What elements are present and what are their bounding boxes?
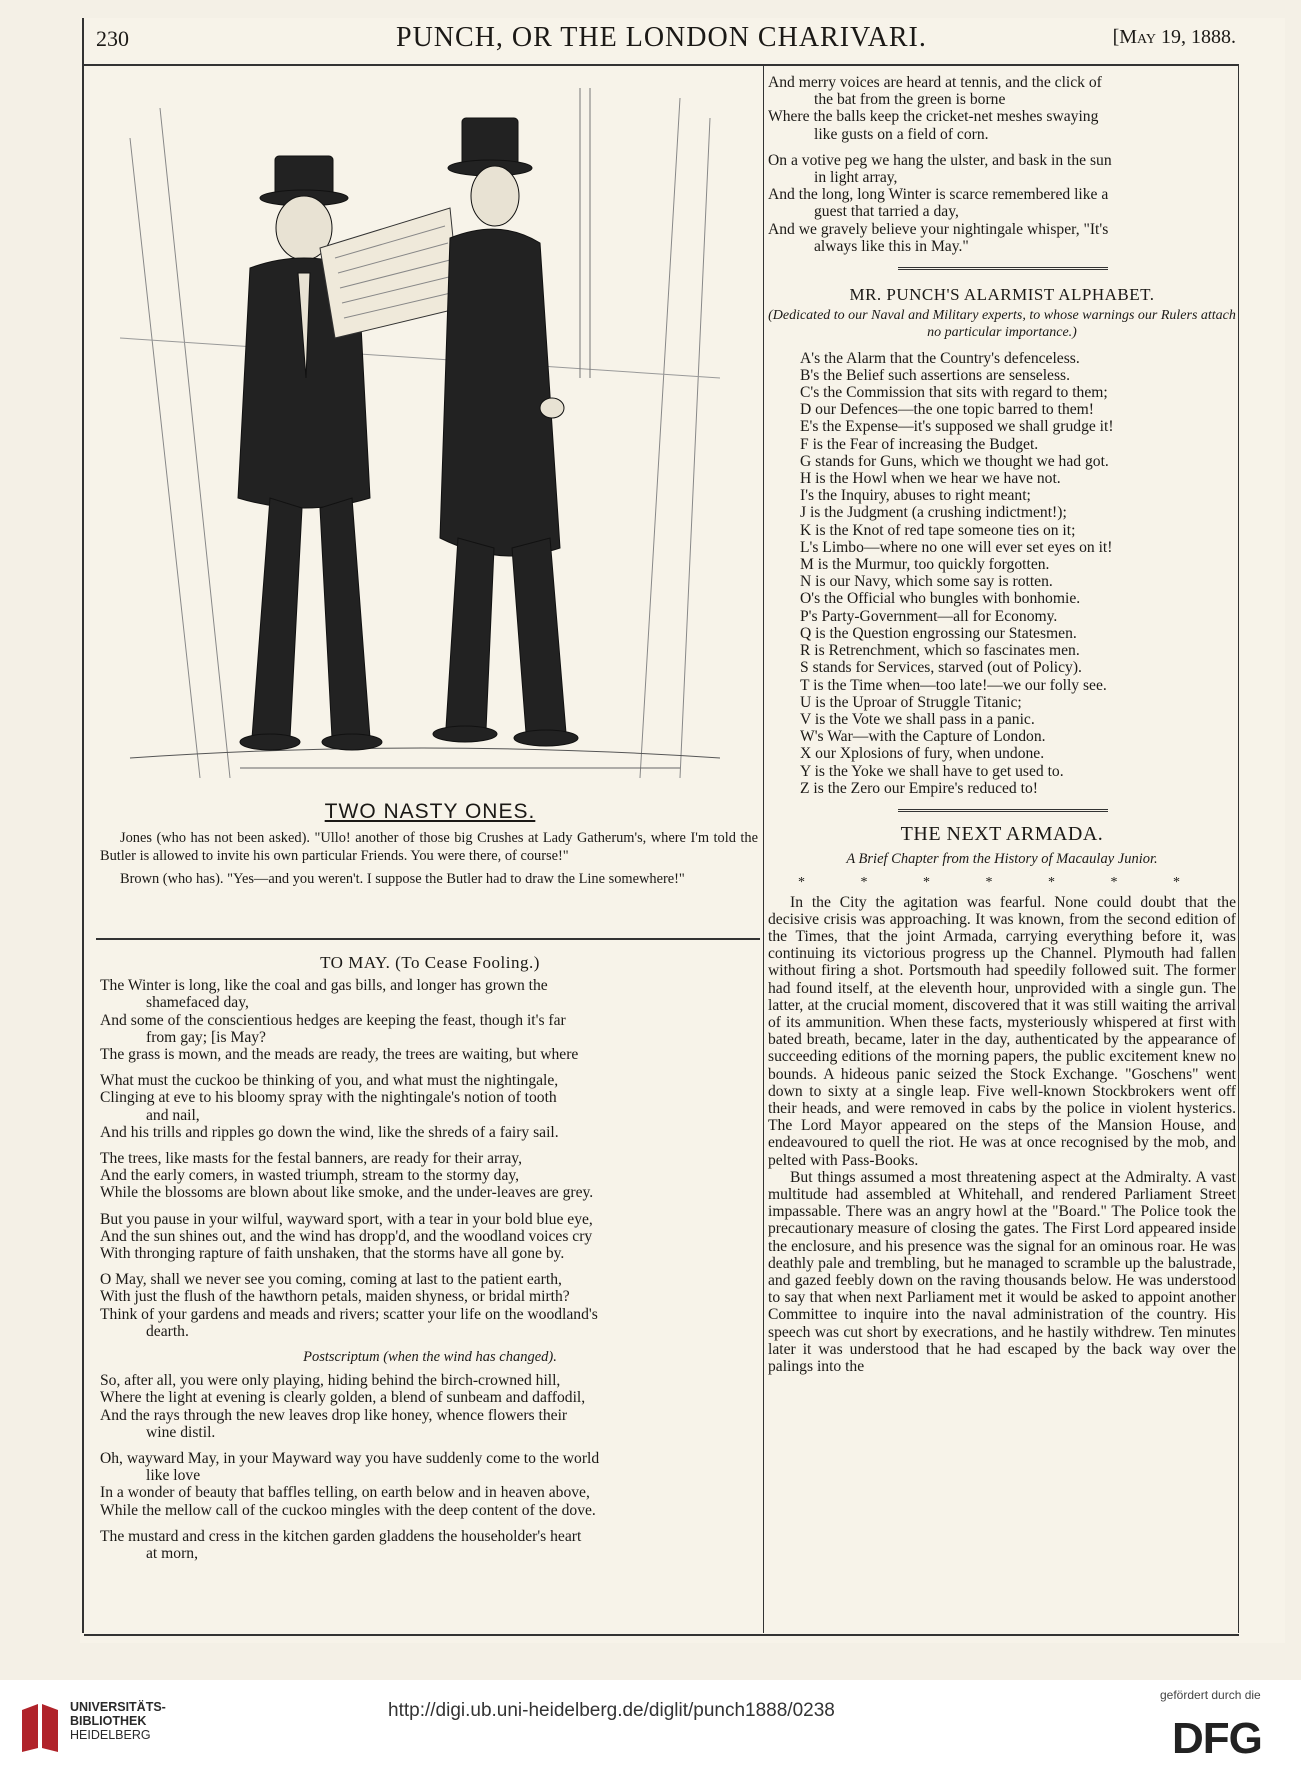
poem-line: The Winter is long, like the coal and gas bills, and longer has grown the xyxy=(100,977,548,995)
alphabet-line: K is the Knot of red tape someone ties on it; xyxy=(800,521,1076,539)
alphabet-dedication: (Dedicated to our Naval and Military experts, to whose warnings our Rulers attach no particular importance.) xyxy=(768,308,1236,341)
poem-line: With thronging rapture of faith unshaken, that the storms have all gone by. xyxy=(100,1245,565,1263)
left-border-rule xyxy=(82,18,84,1633)
alphabet-line: U is the Uproar of Struggle Titanic; xyxy=(800,693,1022,711)
permalink-url[interactable]: http://digi.ub.uni-heidelberg.de/diglit/punch1888/0238 xyxy=(388,1700,835,1721)
funding-note: gefördert durch die xyxy=(1160,1688,1261,1702)
poem-line: On a votive peg we hang the ulster, and bask in the sun xyxy=(768,151,1112,169)
alphabet-line: D our Defences—the one topic barred to them! xyxy=(800,401,1095,419)
poem-line: And some of the conscientious hedges are keeping the feast, though it's far xyxy=(100,1011,566,1029)
poem-line: And the early comers, in wasted triumph, stream to the stormy day, xyxy=(100,1167,520,1185)
library-name-line2: BIBLIOTHEK xyxy=(70,1714,147,1728)
alphabet-title: MR. PUNCH'S ALARMIST ALPHABET. xyxy=(849,285,1155,305)
poem-line: O May, shall we never see you coming, coming at last to the patient earth, xyxy=(100,1271,562,1289)
cartoon-illustration xyxy=(120,78,720,798)
alphabet-line: F is the Fear of increasing the Budget. xyxy=(800,435,1039,453)
poem-line: And we gravely believe your nightingale whisper, "It's xyxy=(768,220,1109,238)
poem-line: Think of your gardens and meads and rivers; scatter your life on the woodland's xyxy=(100,1305,598,1323)
caption-rule xyxy=(96,938,760,940)
library-logo-icon xyxy=(18,1702,62,1754)
library-name xyxy=(70,1700,166,1742)
cartoon-title: TWO NASTY ONES. xyxy=(324,800,536,823)
alphabet-line: O's the Official who bungles with bonhomie. xyxy=(800,590,1081,608)
alphabet-line: W's War—with the Capture of London. xyxy=(800,728,1046,746)
alphabet-line: V is the Vote we shall pass in a panic. xyxy=(800,710,1035,728)
stanza xyxy=(100,1150,760,1202)
poem-line: like love xyxy=(146,1467,201,1485)
poem-line: The grass is mown, and the meads are ready, the trees are waiting, but where xyxy=(100,1046,579,1064)
poem-line: Oh, wayward May, in your Mayward way you have suddenly come to the world xyxy=(100,1450,600,1468)
newspaper xyxy=(320,208,460,338)
alphabet-line: I's the Inquiry, abuses to right meant; xyxy=(800,487,1031,505)
poem-line: While the blossoms are blown about like smoke, and the under-leaves are grey. xyxy=(100,1184,594,1202)
alphabet-lines xyxy=(768,350,1236,797)
poem-line: And merry voices are heard at tennis, and the click of xyxy=(768,74,1102,91)
poem-line: The trees, like masts for the festal banners, are ready for their array, xyxy=(100,1150,522,1168)
bottom-rule xyxy=(84,1634,1239,1636)
digitization-footer xyxy=(0,1680,1301,1777)
armada-para-1: In the City the agitation was fearful. None could doubt that the decisive crisis was approaching. It was known, from the second edition of the Times, that the joint Armada, carrying everything before it, was continuing its victorious progress up the Channel. Plymouth had fallen without firing a shot. Portsmouth had speedily followed suit. The former had found itself, at the eleventh hour, unprovided with a single gun. The latter, at the crucial moment, discovered that it was still waiting the arrival of its ammunition. When these facts, mysteriously whispered at first with bated breath, became, later in the day, authenticated by the appearance of succeeding editions of the morning papers, the public excitement knew no bounds. A hideous panic seized the Stock Exchange. "Goschens" went down to sixty at a single leap. Five well-known Stockbrokers went off their heads, and were removed in cabs by the police in violent hysterics. The Lord Mayor appeared on the steps of the Mansion House, and endeavoured to quell the riot. He was at once recognised by the mob, and pelted with Pass-Books. xyxy=(768,893,1236,1169)
poem-line: dearth. xyxy=(146,1322,189,1340)
poem-line: But you pause in your wilful, wayward sport, with a tear in your bold blue eye, xyxy=(100,1210,593,1228)
poem-line: from gay; [is May? xyxy=(146,1028,266,1046)
issue-date: [May 19, 1888. xyxy=(1112,26,1236,48)
column-divider xyxy=(763,66,764,1633)
poem-line: in light array, xyxy=(814,169,898,187)
stanza xyxy=(768,74,1236,143)
postscript-title: Postscriptum (when the wind has changed). xyxy=(303,1349,557,1366)
poem-line: Clinging at eve to his bloomy spray with the nightingale's notion of tooth xyxy=(100,1089,557,1107)
poem-line: shamefaced day, xyxy=(146,994,249,1012)
poem-line: And the sun shines out, and the wind has dropp'd, and the woodland voices cry xyxy=(100,1227,593,1245)
alphabet-line: Y is the Yoke we shall have to get used to. xyxy=(800,762,1064,780)
alphabet-line: S stands for Services, starved (out of Policy). xyxy=(800,659,1082,677)
alphabet-line: R is Retrenchment, which so fascinates men. xyxy=(800,642,1080,660)
alphabet-line: N is our Navy, which some say is rotten. xyxy=(800,573,1053,591)
poem-line: Where the balls keep the cricket-net meshes swaying xyxy=(768,108,1099,126)
alphabet-line: J is the Judgment (a crushing indictment!); xyxy=(800,504,1067,522)
alphabet-line: B's the Belief such assertions are senseless. xyxy=(800,366,1071,384)
figure-brown xyxy=(433,118,578,746)
section-rule-1 xyxy=(898,267,1108,270)
stanza xyxy=(100,1372,760,1441)
library-name-line1: UNIVERSITÄTS- xyxy=(70,1700,166,1714)
armada-para-2: But things assumed a most threatening aspect at the Admiralty. A vast multitude had assembled at Whitehall, and rendered Parliament Street impassable. There was an angry howl at the "Board." The Police took the precautionary measure of closing the gates. The First Lord appeared inside the enclosure, and his presence was the signal for an ominous roar. He was deathly pale and trembling, but he managed to scramble up the balustrade, and gazed feebly down on the raving thousands below. He was understood to say that when next Parliament met it would be asked to appoint another Committee to inquire into the naval administration of the country. His speech was cut short by execrations, and he hastily withdrew. Ten minutes later it was understood that he had escaped by the back way over the palings into the xyxy=(768,1168,1236,1376)
stanza xyxy=(100,1211,760,1263)
poem-line: With just the flush of the hawthorn petals, maiden shyness, or bridal mirth? xyxy=(100,1288,570,1306)
poem-title: TO MAY. (To Cease Fooling.) xyxy=(320,953,540,972)
alphabet-line: A's the Alarm that the Country's defenceless. xyxy=(800,349,1080,367)
stanza xyxy=(100,1450,760,1519)
page-header xyxy=(96,22,1236,62)
alphabet-line: H is the Howl when we hear we have not. xyxy=(800,470,1061,488)
stanza xyxy=(100,1528,760,1562)
poem-line: Where the light at evening is clearly golden, a blend of sunbeam and daffodil, xyxy=(100,1389,586,1407)
right-column xyxy=(768,74,1236,1375)
alphabet-line: Z is the Zero our Empire's reduced to! xyxy=(800,779,1038,797)
poem-line: The mustard and cress in the kitchen garden gladdens the householder's heart xyxy=(100,1527,582,1545)
armada-stars: * * * * * * * xyxy=(798,875,1206,891)
alphabet-line: X our Xplosions of fury, when undone. xyxy=(800,745,1045,763)
caption-brown: Brown (who has). "Yes—and you weren't. I suppose the Butler had to draw the Line somewhere!" xyxy=(120,871,685,887)
alphabet-line: P's Party-Government—all for Economy. xyxy=(800,607,1058,625)
poem-line: like gusts on a field of corn. xyxy=(814,125,989,143)
postscript-stanzas xyxy=(100,1372,760,1562)
armada-subtitle: A Brief Chapter from the History of Macaulay Junior. xyxy=(846,851,1158,868)
header-rule xyxy=(84,64,1239,66)
poem-line: And the long, long Winter is scarce remembered like a xyxy=(768,186,1109,204)
poem-line: So, after all, you were only playing, hiding behind the birch-crowned hill, xyxy=(100,1372,561,1390)
alphabet-line: T is the Time when—too late!—we our folly see. xyxy=(800,676,1107,694)
armada-title: THE NEXT ARMADA. xyxy=(900,822,1104,845)
section-rule-2 xyxy=(898,809,1108,812)
right-border-rule xyxy=(1238,66,1239,1633)
poem-line: In a wonder of beauty that baffles telling, on earth below and in heaven above, xyxy=(100,1484,590,1502)
publication-title: PUNCH, OR THE LONDON CHARIVARI. xyxy=(396,22,927,53)
poem-continued xyxy=(768,74,1236,255)
page-number: 230 xyxy=(96,26,129,51)
alphabet-line: L's Limbo—where no one will ever set eyes on it! xyxy=(800,538,1113,556)
poem-stanzas xyxy=(100,977,760,1340)
poem-line: the bat from the green is borne xyxy=(814,91,1006,109)
poem-line: And the rays through the new leaves drop like honey, whence flowers their xyxy=(100,1406,568,1424)
alphabet-line: C's the Commission that sits with regard to them; xyxy=(800,384,1108,402)
stanza xyxy=(100,1271,760,1340)
alphabet-line: M is the Murmur, too quickly forgotten. xyxy=(800,556,1050,574)
caption-jones: Jones (who has not been asked). "Ullo! another of those big Crushes at Lady Gatherum's, where I'm told the Butler is allowed to invite his own particular Friends. You were there, of course!" xyxy=(100,830,758,864)
poem-line: wine distil. xyxy=(146,1423,216,1441)
poem-line: While the mellow call of the cuckoo mingles with the deep content of the dove. xyxy=(100,1501,596,1519)
library-name-line3: HEIDELBERG xyxy=(70,1728,151,1742)
stanza xyxy=(100,1072,760,1141)
alphabet-line: E's the Expense—it's supposed we shall grudge it! xyxy=(800,418,1114,436)
poem-line: and nail, xyxy=(146,1106,200,1124)
dfg-logo: DFG xyxy=(1172,1714,1262,1763)
poem-line: What must the cuckoo be thinking of you, and what must the nightingale, xyxy=(100,1072,559,1090)
poem-to-may xyxy=(100,954,760,1571)
cartoon-caption xyxy=(100,830,758,895)
alphabet-line: Q is the Question engrossing our Statesmen. xyxy=(800,624,1077,642)
poem-line: guest that tarried a day, xyxy=(814,203,959,221)
stanza xyxy=(100,977,760,1063)
poem-line: always like this in May." xyxy=(814,237,969,255)
poem-line: at morn, xyxy=(146,1545,198,1563)
poem-line: And his trills and ripples go down the wind, like the shreds of a fairy sail. xyxy=(100,1123,559,1141)
alphabet-line: G stands for Guns, which we thought we had got. xyxy=(800,452,1109,470)
stanza xyxy=(768,152,1236,255)
